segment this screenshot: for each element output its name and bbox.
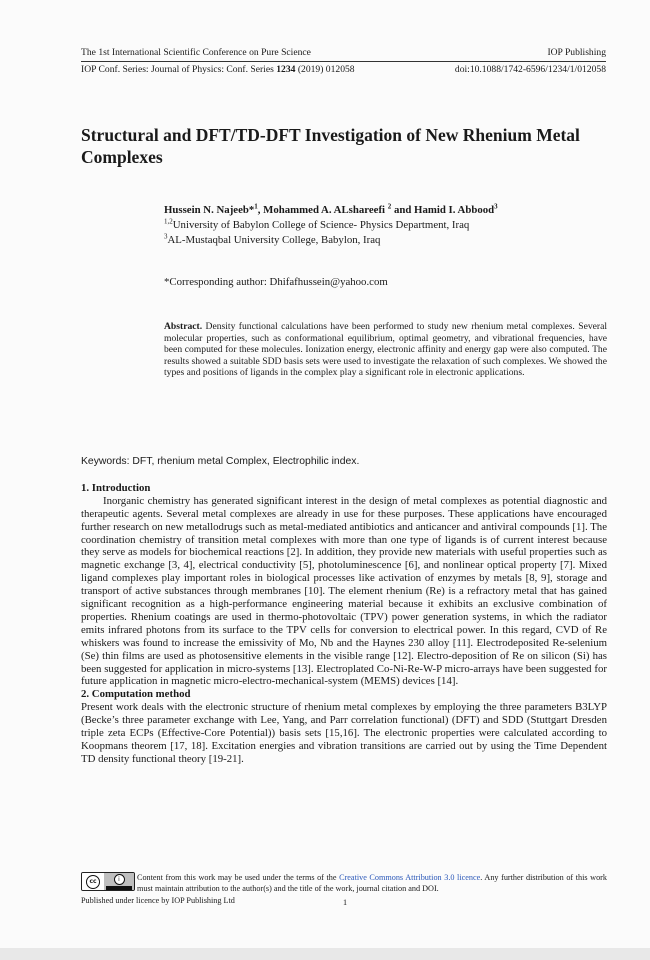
by-bar <box>106 886 132 890</box>
journal-series <box>81 64 355 76</box>
author-2-sup: 2 <box>387 202 392 211</box>
author-3-sup: 3 <box>494 202 498 211</box>
attribution-icon: i <box>114 874 125 885</box>
publisher-name: IOP Publishing <box>547 47 606 58</box>
keywords: Keywords: DFT, rhenium metal Complex, Electrophilic index. <box>81 456 360 467</box>
section-2-title: 2. Computation method <box>81 688 191 701</box>
license-pre: Content from this work may be used under the terms of the <box>137 873 340 882</box>
volume-number: 1234 <box>276 64 296 75</box>
license-text <box>137 872 607 894</box>
author-1: Hussein N. Najeeb* <box>164 204 255 216</box>
header-rule <box>81 61 606 62</box>
running-header <box>81 47 606 59</box>
author-3: and Hamid I. Abbood <box>391 204 495 216</box>
abstract-label: Abstract. <box>164 321 203 332</box>
paper-title: Structural and DFT/TD-DFT Investigation of New Rhenium Metal Complexes <box>81 125 580 167</box>
affiliation-2-sup: 3 <box>164 232 168 241</box>
affiliation-1 <box>164 219 620 231</box>
abstract <box>164 321 607 379</box>
series-suffix: (2019) 012058 <box>295 64 355 75</box>
conference-name: The 1st International Scientific Conference on Pure Science <box>81 47 311 58</box>
corresponding-author: *Corresponding author: Dhifafhussein@yahoo.com <box>164 276 388 288</box>
section-1-text: Inorganic chemistry has generated significant interest in the design of metal complexes as potential diagnostic and therapeutic agents. Several metal complexes are already in use for these purposes. These applications have encouraged further research on new metallodrugs such as metal-mediated antibiotics and anticancer and antiviral compounds [1]. The coordination chemistry of transition metal complexes with more than one type of ligands is of current interest because they serve as models for biochemical reactions [2]. In addition, they provide new materials with useful properties such as magnetic exchange [3, 4], electrical conductivity [5], photoluminescence [6], and nonlinear optical property [7]. Mixed ligand complexes play important roles in biological processes like activation of enzymes by metals [8, 9], storage and transport of active substances through membranes [10]. The element rhenium (Re) is a refractory metal that has gained significant recognition as a high-performance engineering material because it exhibits an exclusive combination of properties. Rhenium coatings are used in thermo-photovoltaic (TPV) power generation systems, in which the radiator emits infrared photons from its surface to the TPV cells for conversion to electrical power. In this regard, CVD of Re whiskers was found to increase the emissivity of Mo, Nb and the Haynes 230 alloy [11]. Electrodeposited Re-selenium (Se) thin films are used as photosensitive elements in the visible range [12]. Electro-deposition of Re on silicon (Si) has been suggested for application in micro-systems [13]. Electroplated Co-Ni-Re-W-P micro-arrays have been suggested for future application in magnetic micro-electro-mechanical-system (MEMS) devices [14]. <box>81 494 607 688</box>
abstract-text: Density functional calculations have been performed to study new rhenium metal complexes. Several molecular properties, such as conformational equilibrium, optimal geometry, and vibrational frequencies, have been computed for these molecules. Ionization energy, electronic affinity and energy gap were also computed. The results showed a suitable SDD basis sets were used to investigate the relaxation of such complexes. We showed the types and positions of ligands in the complex play a significant role in electronic applications. <box>164 321 607 379</box>
author-2: , Mohammed A. ALshareefi <box>257 204 388 216</box>
affiliation-2 <box>164 234 620 246</box>
cc-icon: cc <box>86 875 100 889</box>
affiliation-2-text: AL-Mustaqbal University College, Babylon, Iraq <box>167 234 381 246</box>
affiliation-1-text: University of Babylon College of Science- Physics Department, Iraq <box>172 219 470 231</box>
published-line: Published under licence by IOP Publishing Ltd <box>81 896 235 905</box>
doi: doi:10.1088/1742-6596/1234/1/012058 <box>454 64 606 75</box>
author-1-sup: 1 <box>254 202 258 211</box>
cc-badge-left <box>82 873 104 890</box>
series-line <box>81 64 606 76</box>
section-2-text: Present work deals with the electronic structure of rhenium metal complexes by employing the three parameters B3LYP (Becke’s three parameter exchange with Lee, Yang, and Parr correlation functional) (DFT) and SDD (Stuttgart Dresden triple zeta ECPs (Effective-Core Potential)) basis sets [15,16]. The electronic properties were calculated according to Koopmans theorem [17, 18]. Excitation energies and vibration transitions are carried out by using the Time Dependent TD density functional theory [19-21]. <box>81 701 607 765</box>
section-1-title: 1. Introduction <box>81 482 151 494</box>
series-prefix: IOP Conf. Series: Journal of Physics: Conf. Series <box>81 64 277 75</box>
author-list <box>164 204 620 216</box>
license-link[interactable]: Creative Commons Attribution 3.0 licence <box>339 873 481 882</box>
affiliation-1-sup: 1,2 <box>164 217 173 226</box>
cc-by-badge <box>81 872 135 891</box>
main-body <box>81 482 607 766</box>
page-number: 1 <box>343 898 348 907</box>
cc-badge-right <box>104 873 134 890</box>
license-post: . Any further distribution of this work must maintain attribution to the author(s) and the title of the work, journal citation and DOI. <box>137 873 607 893</box>
